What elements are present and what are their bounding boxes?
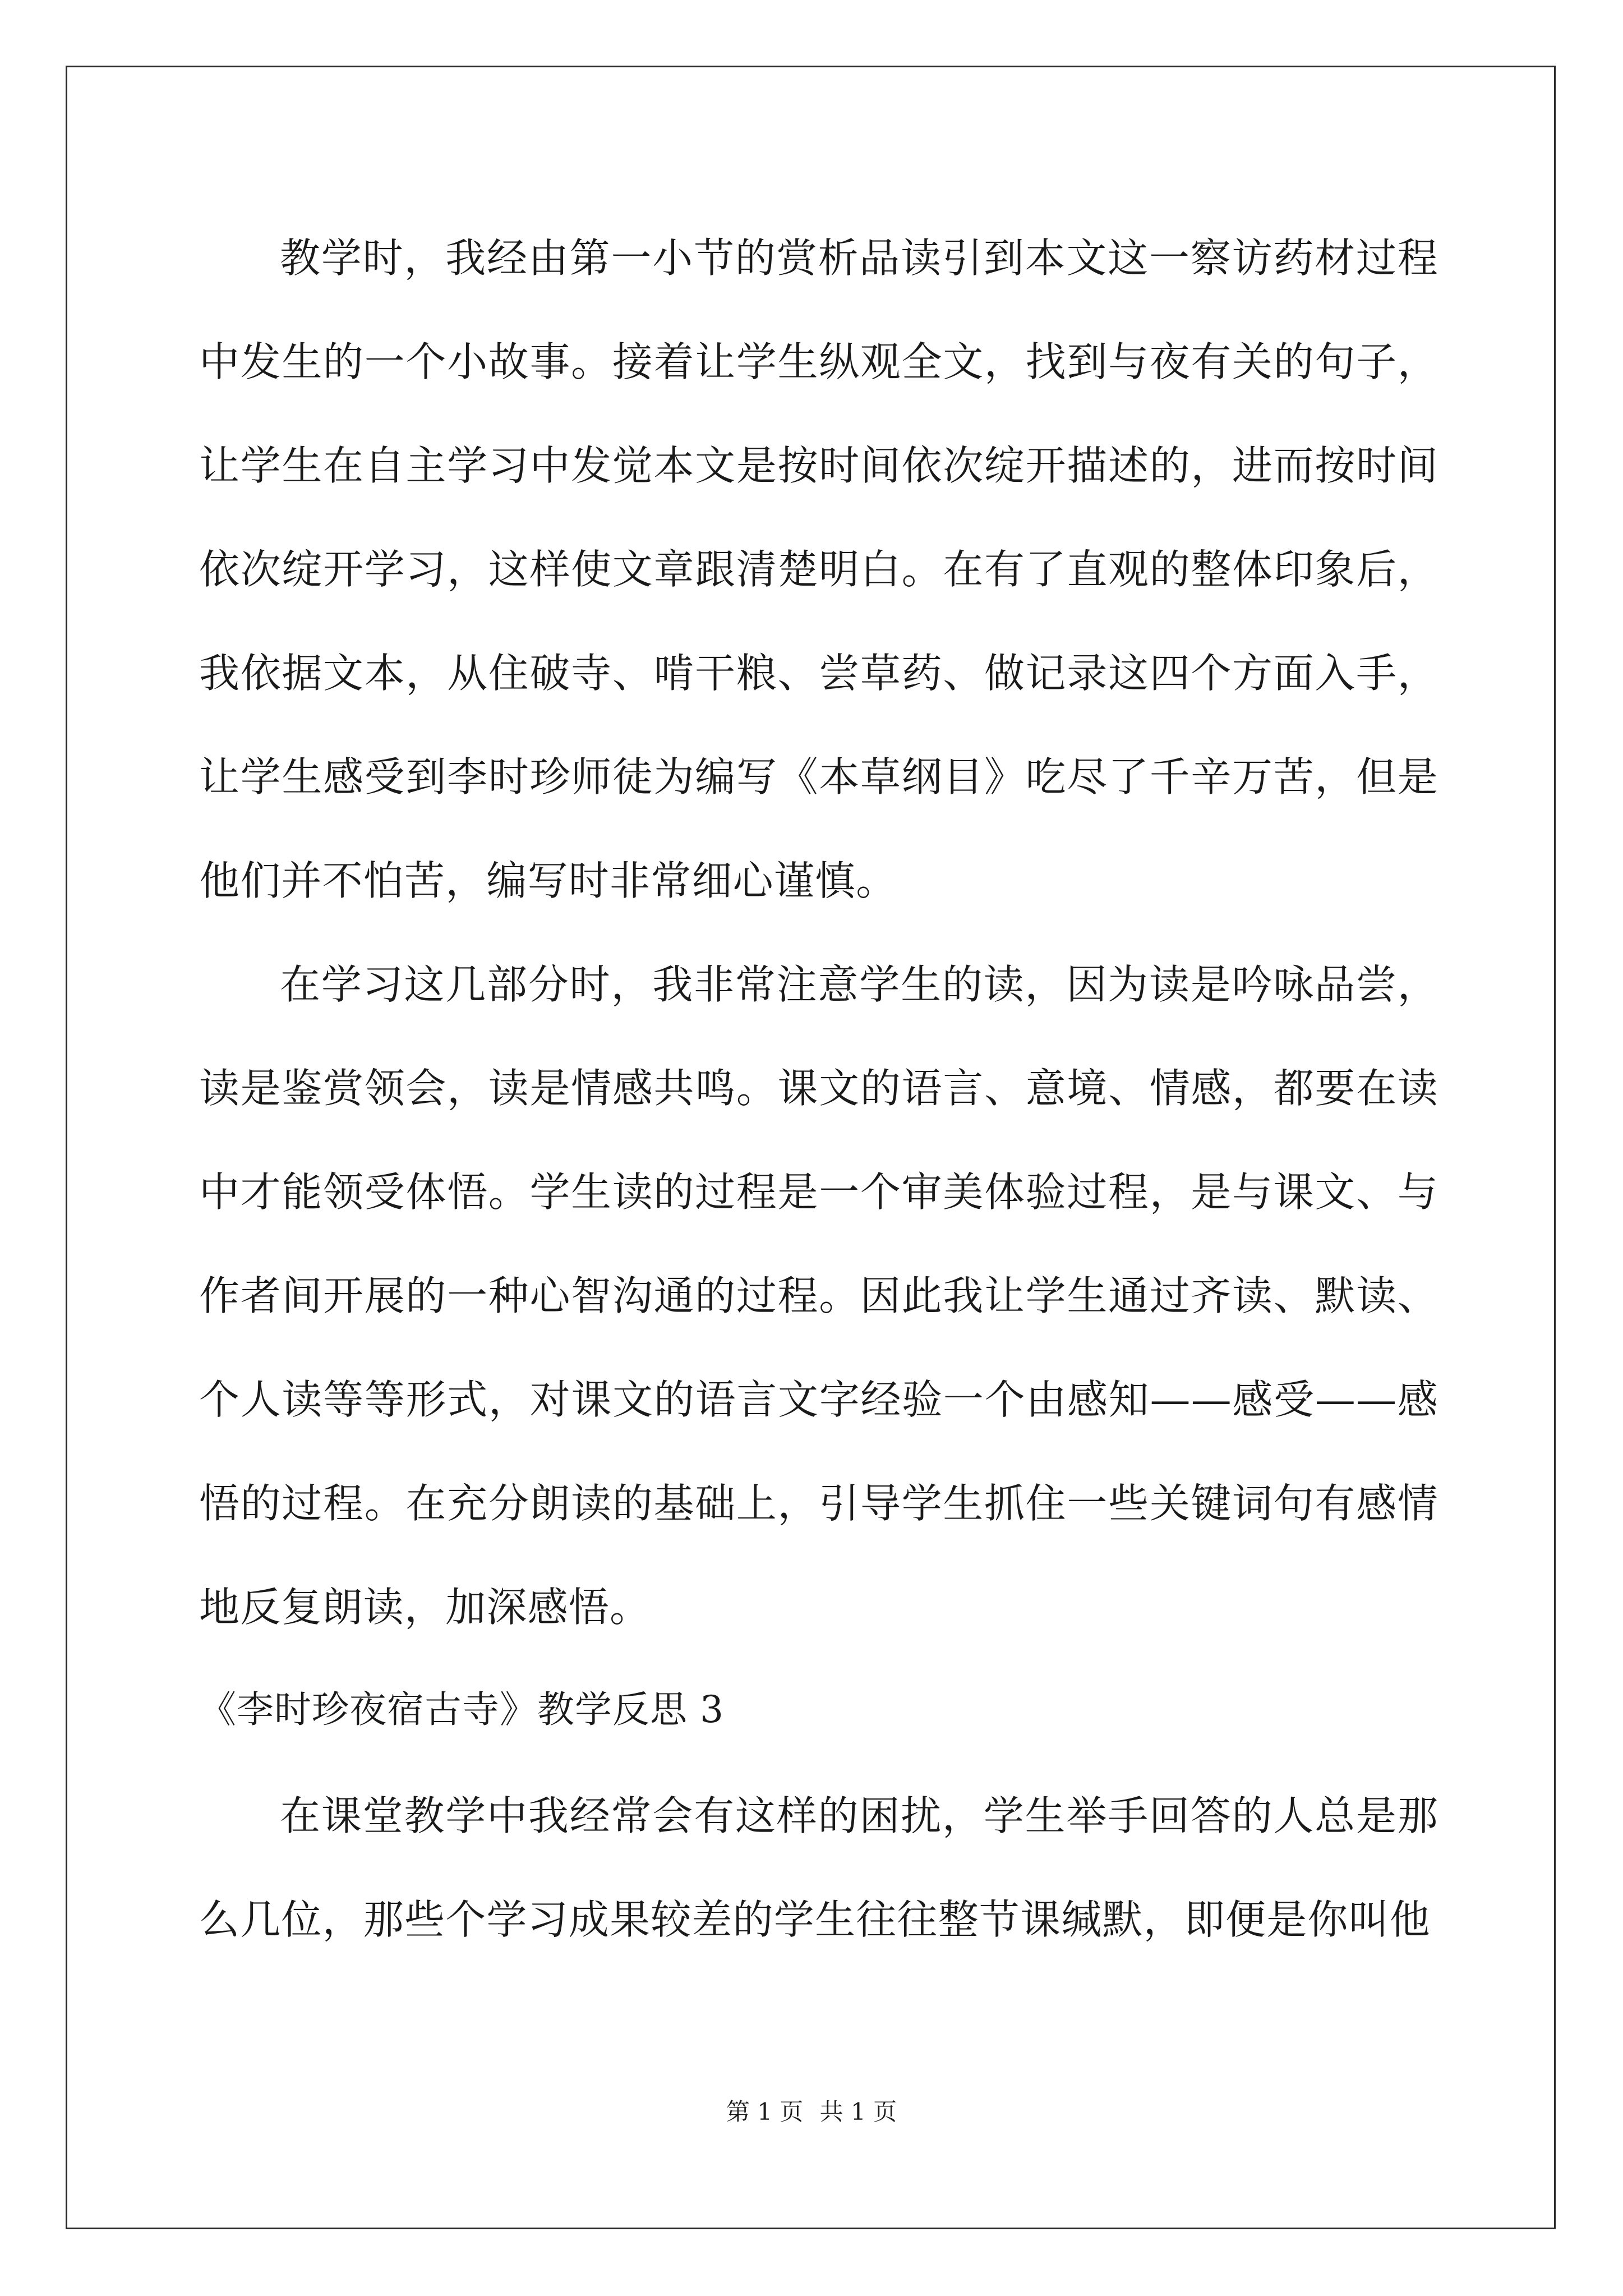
- page-number: 第 1 页: [726, 2098, 804, 2125]
- page-footer: [0, 2095, 1623, 2129]
- section-body: [199, 1764, 1438, 1972]
- page-total: 共 1 页: [819, 2098, 897, 2125]
- body-text: [199, 206, 1438, 1659]
- section-heading: 《李时珍夜宿古寺》教学反思 3: [199, 1688, 724, 1731]
- paragraph-2: 在学习这几部分时，我非常注意学生的读，因为读是吟咏品尝，读是鉴赏领会，读是情感共鸣。课文的语言、意境、情感，都要在读中才能领受体悟。学生读的过程是一个审美体验过程，是与课文、与作者间开展的一种心智沟通的过程。因此我让学生通过齐读、默读、个人读等等形式，对课文的语言文字经验一个由感知——感受——感悟的过程。在充分朗读的基础上，引导学生抓住一些关键词句有感情地反复朗读，加深感悟。: [199, 961, 1438, 1631]
- paragraph-3: 在课堂教学中我经常会有这样的困扰，学生举手回答的人总是那么几位，那些个学习成果较差的学生往往整节课缄默，即便是你叫他: [199, 1792, 1438, 1943]
- paragraph-1: 教学时，我经由第一小节的赏析品读引到本文这一察访药材过程中发生的一个小故事。接着让学生纵观全文，找到与夜有关的句子，让学生在自主学习中发觉本文是按时间依次绽开描述的，进而按时间依次绽开学习，这样使文章跟清楚明白。在有了直观的整体印象后，我依据文本，从住破寺、啃干粮、尝草药、做记录这四个方面入手，让学生感受到李时珍师徒为编写《本草纲目》吃尽了千辛万苦，但是他们并不怕苦，编写时非常细心谨慎。: [199, 234, 1438, 904]
